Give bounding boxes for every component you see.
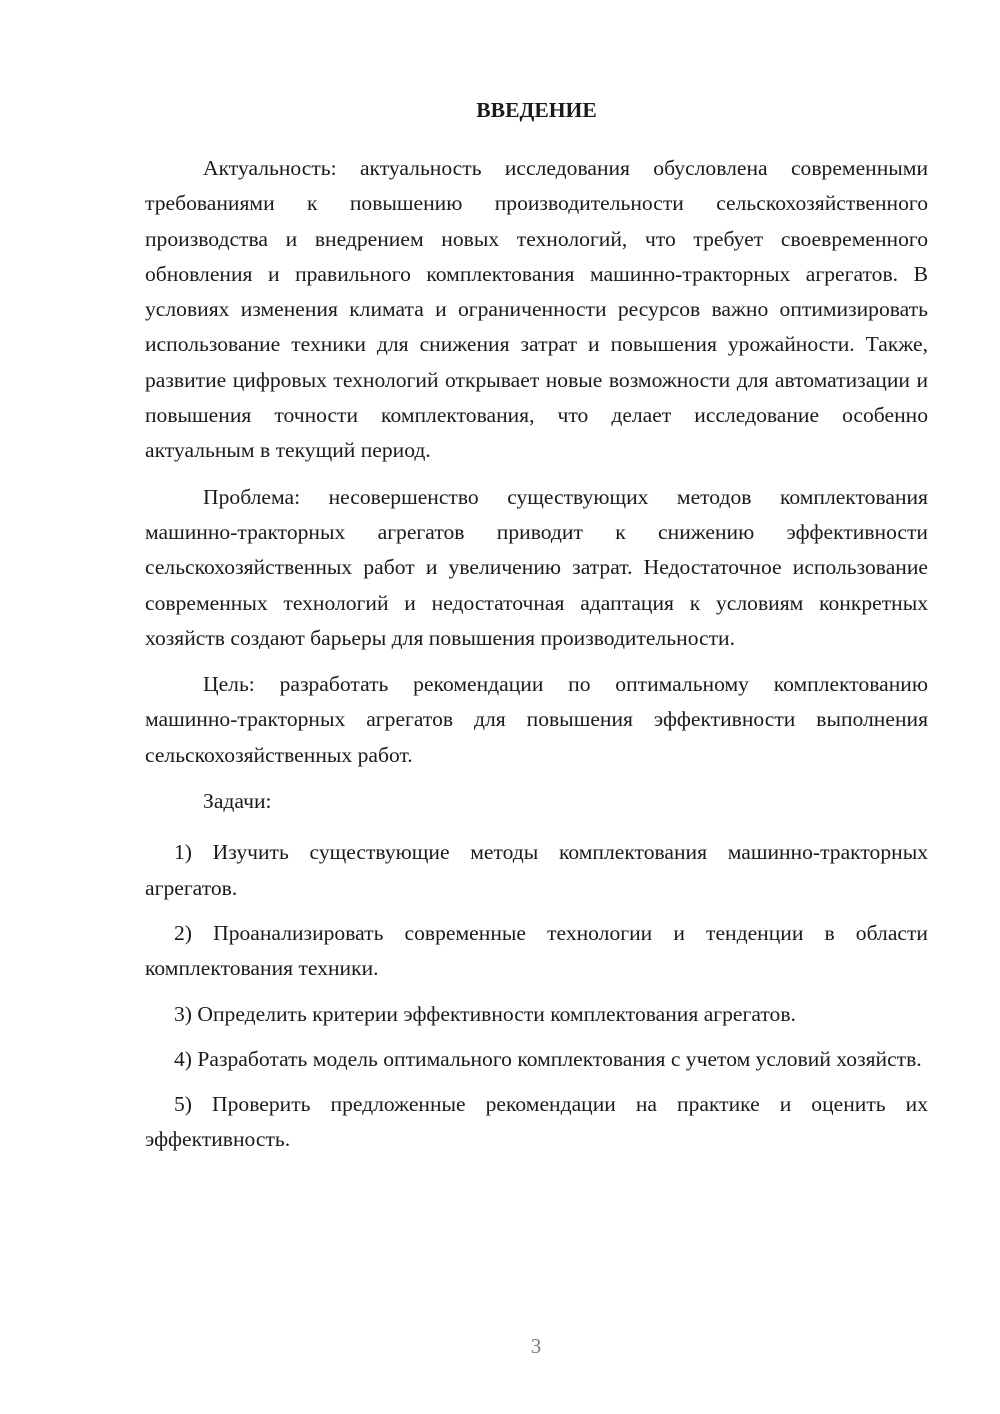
- paragraph-relevance: Актуальность: актуальность исследования обусловлена современными требованиями к повышению производительности сельскохозяйственного производства и внедрением новых технологий, что требует своевременного обновления и правильного комплектования машинно-тракторных агрегатов. В условиях изменения климата и ограниченности ресурсов важно оптимизировать использование техники для снижения затрат и повышения урожайности. Также, развитие цифровых технологий открывает новые возможности для автоматизации и повышения точности комплектования, что делает исследование особенно актуальным в текущий период.: [145, 156, 928, 463]
- page-number: 3: [530, 1334, 542, 1358]
- task-item: 2) Проанализировать современные технологии и тенденции в области комплектования техники.: [145, 920, 928, 981]
- task-item: 1) Изучить существующие методы комплектования машинно-тракторных агрегатов.: [145, 840, 928, 900]
- task-item: 4) Разработать модель оптимального комплектования с учетом условий хозяйств.: [174, 1046, 922, 1071]
- paragraph-problem: Проблема: несовершенство существующих методов комплектования машинно-тракторных агрегатов приводит к снижению эффективности сельскохозяйственных работ и увеличению затрат. Недостаточное использование современных технологий и недостаточная адаптация к условиям конкретных хозяйств создают барьеры для повышения производительности.: [145, 484, 928, 650]
- document-page: [145, 92, 928, 1168]
- task-item: 5) Проверить предложенные рекомендации на практике и оценить их эффективность.: [145, 1092, 928, 1152]
- paragraph-goal: Цель: разработать рекомендации по оптимальному комплектованию машинно-тракторных агрегатов для повышения эффективности выполнения сельскохозяйственных работ.: [145, 672, 928, 767]
- task-item: 3) Определить критерии эффективности комплектования агрегатов.: [174, 1001, 796, 1026]
- section-title: ВВЕДЕНИЕ: [476, 98, 597, 122]
- tasks-heading: Задачи:: [203, 789, 272, 814]
